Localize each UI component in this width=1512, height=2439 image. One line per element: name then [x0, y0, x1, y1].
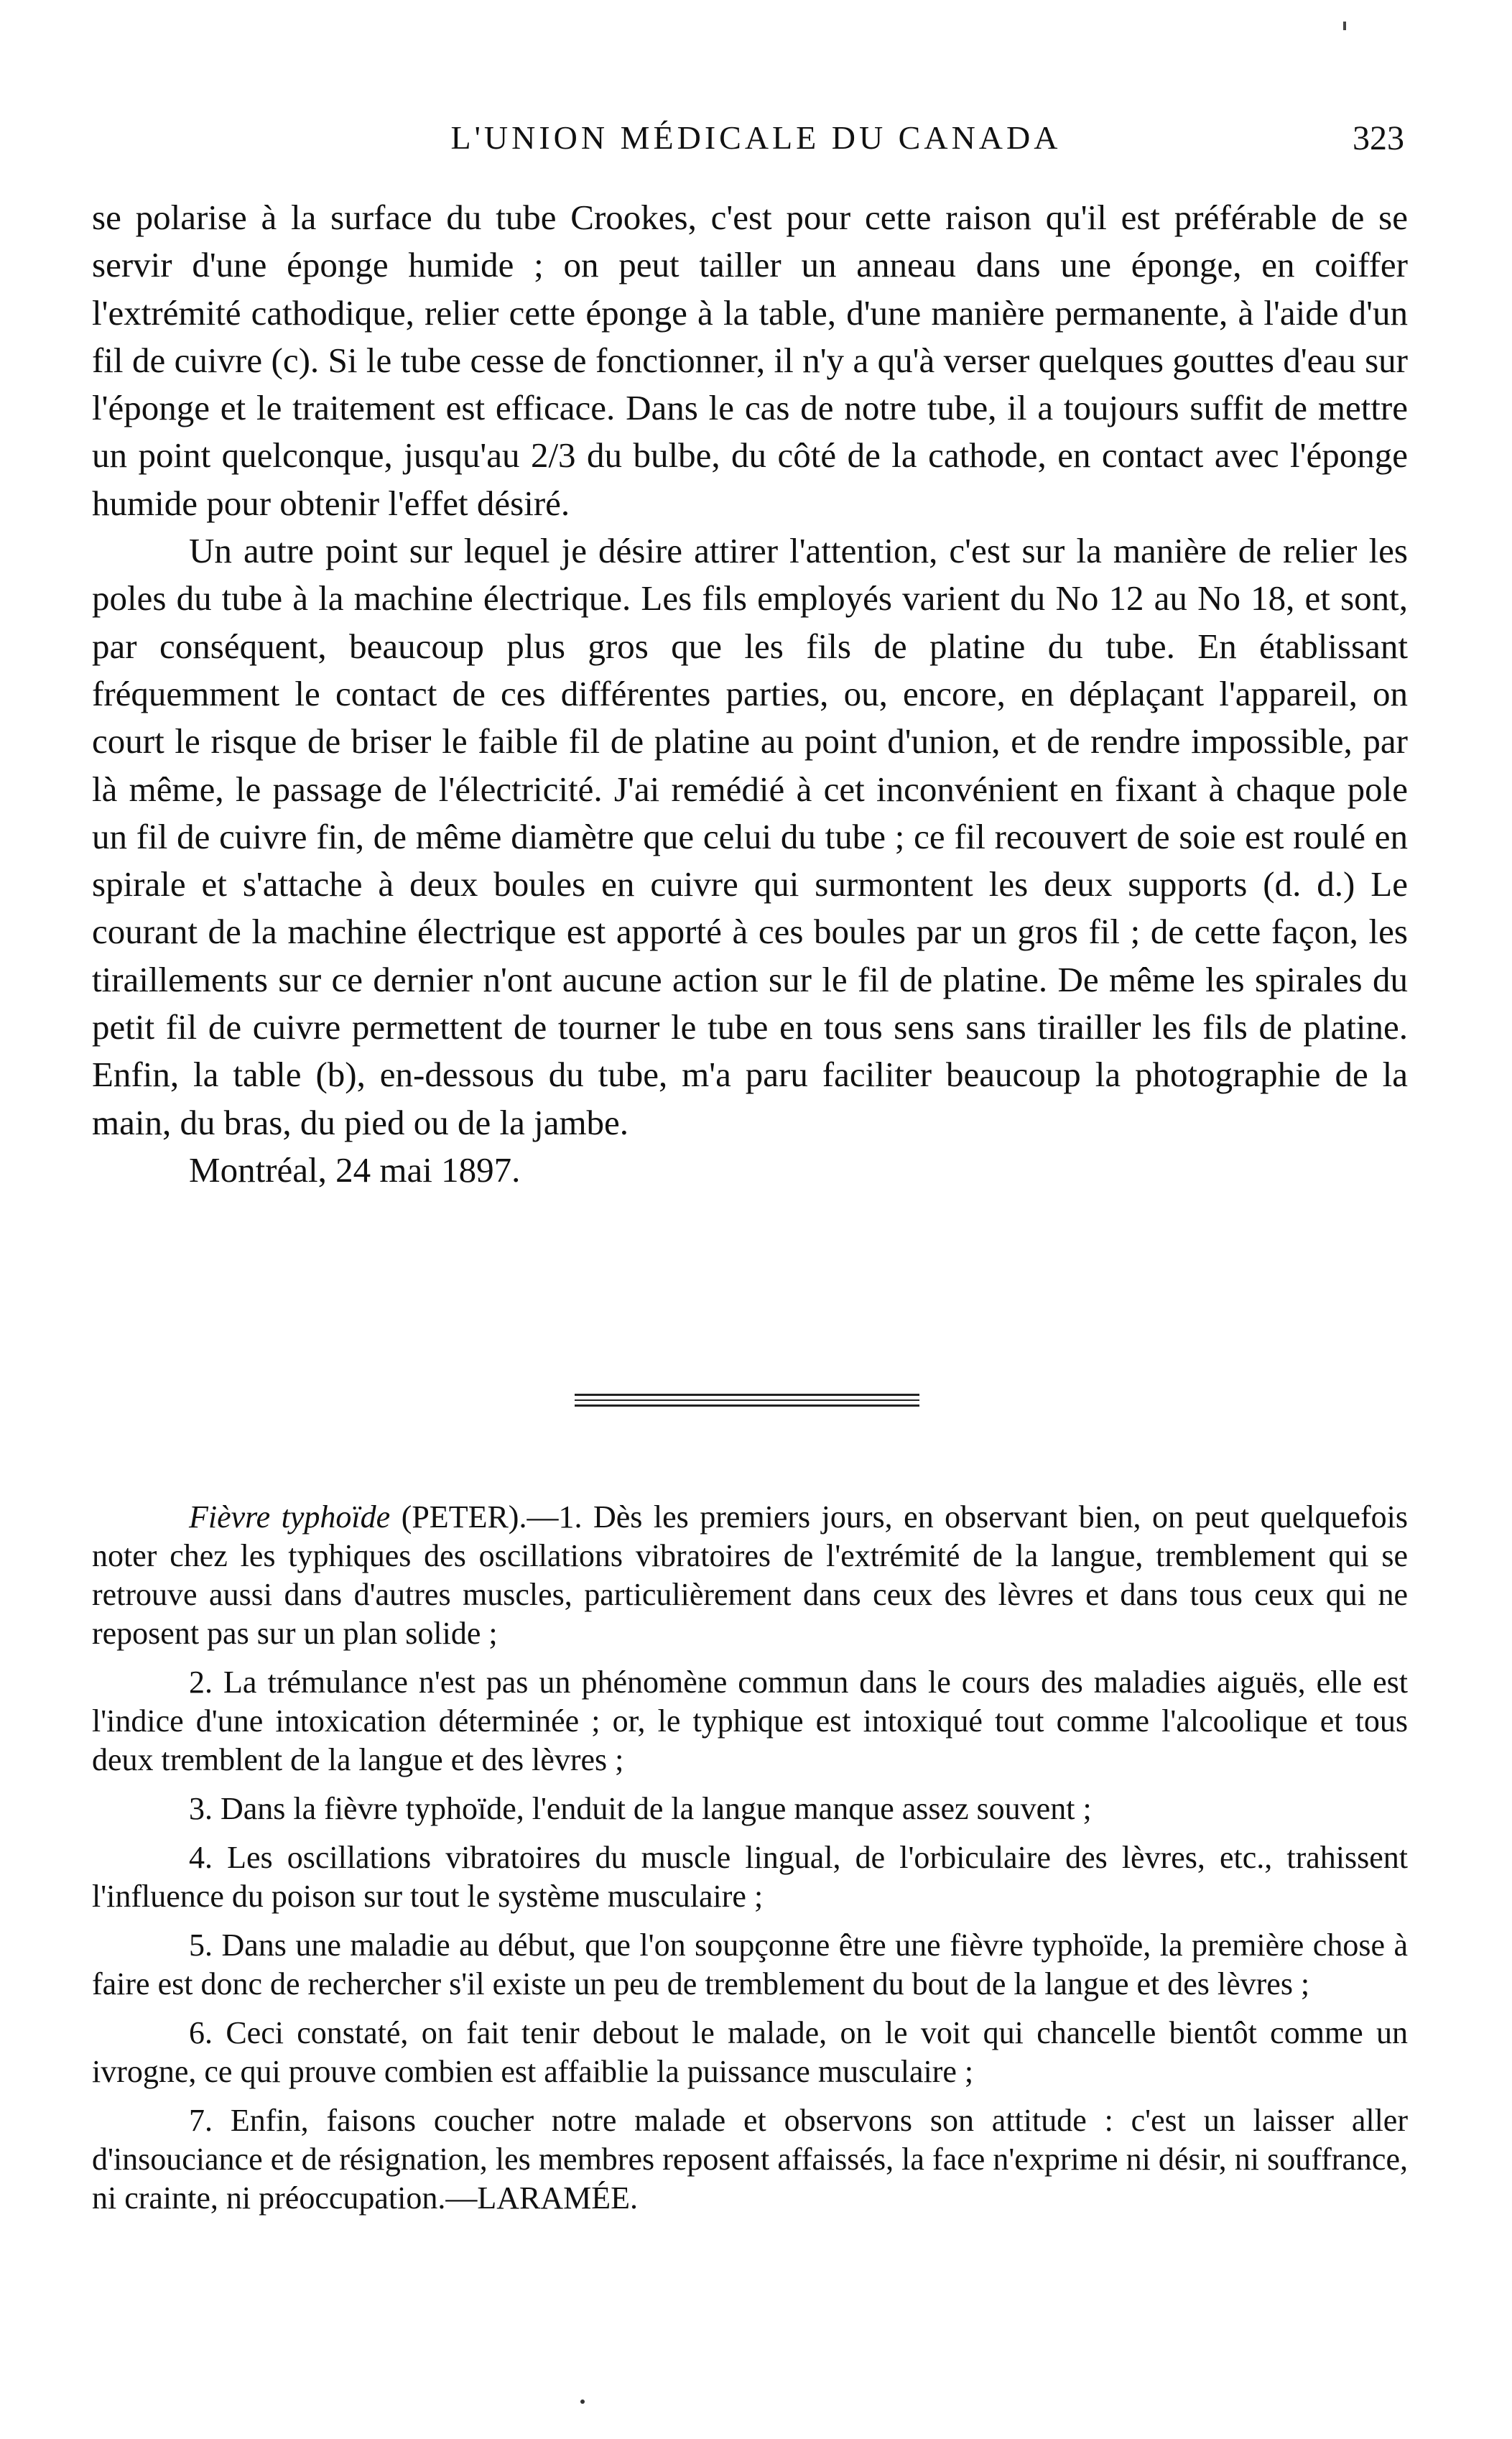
section-title: Fièvre typhoïde — [189, 1499, 391, 1535]
signoff-date: Montréal, 24 mai 1897. — [189, 1149, 521, 1190]
paragraph-1: se polarise à la surface du tube Crookes, c'est pour cette raison qu'il est préférable de se servir d'une éponge humide ; on peut tailler un anneau dans une éponge, en coiffer l'extrémité cathodique, relier cette éponge à la table, d'une manière permanente, à l'aide d'un fil de cuivre (c). Si le tube cesse de fonctionner, il n'y a qu'à verser quelques gouttes d'eau sur l'éponge et le traitement est efficace. Dans le cas de notre tube, il a toujours suffit de mettre un point quelconque, jusqu'au 2/3 du bulbe, du côté de la cathode, en contact avec l'éponge humide pour obtenir l'effet désiré. — [92, 198, 1408, 523]
fievre-item-5: 5. Dans une maladie au début, que l'on soupçonne être une fièvre typhoïde, la première chose à faire est donc de rechercher s'il existe un peu de tremblement du bout de la langue et des lèvres ; — [92, 1927, 1408, 2001]
paragraph-2: Un autre point sur lequel je désire attirer l'attention, c'est sur la manière de relier les poles du tube à la machine électrique. Les fils employés varient du No 12 au No 18, et sont, par conséquent, beaucoup plus gros que les fils de platine du tube. En établissant fréquemment le contact de ces différentes parties, ou, encore, en déplaçant l'appareil, on court le risque de briser le faible fil de platine au point d'union, et de rendre impossible, par là même, le passage de l'électricité. J'ai remédié à cet inconvénient en fixant à chaque pole un fil de cuivre fin, de même diamètre que celui du tube ; ce fil recouvert de soie est roulé en spirale et s'attache à deux boules en cuivre qui surmontent les deux supports (d. d.) Le courant de la machine électrique est apporté à ces boules par un gros fil ; de cette façon, les tiraillements sur ce dernier n'ont aucune action sur le fil de platine. De même les spirales du petit fil de cuivre permettent de tourner le tube en tous sens sans tirailler les fils de platine. Enfin, la table (b), en-dessous du tube, m'a paru faciliter beaucoup la photographie de la main, du bras, du pied ou de la jambe. — [92, 531, 1408, 1142]
section-author: (PETER). — [401, 1499, 527, 1535]
fievre-item-6: 6. Ceci constaté, on fait tenir debout le malade, on le voit qui chancelle bientôt comme un ivrogne, ce qui prouve combien est affaiblie la puissance musculaire ; — [92, 2015, 1408, 2089]
print-speck — [1343, 22, 1346, 30]
fievre-item-1 — [92, 1498, 1408, 1653]
fievre-typhoide-section — [92, 1498, 1408, 2218]
running-header — [108, 119, 1404, 162]
fievre-item-4: 4. Les oscillations vibratoires du muscle lingual, de l'orbiculaire des lèvres, etc., trahissent l'influence du poison sur tout le système musculaire ; — [92, 1840, 1408, 1914]
item-7-text: 7. Enfin, faisons coucher notre malade et observons son attitude : c'est un laisser aller d'insouciance et de résignation, les membres reposent affaissés, la face n'exprime ni désir, ni souffrance, ni crainte, ni préoccupation.— — [92, 2103, 1408, 2216]
section-divider — [575, 1394, 919, 1410]
item-7-author: LARAMÉE. — [477, 2180, 639, 2216]
fievre-item-3: 3. Dans la fièvre typhoïde, l'enduit de la langue manque assez souvent ; — [189, 1791, 1092, 1826]
fievre-item-2: 2. La trémulance n'est pas un phénomène commun dans le cours des maladies aiguës, elle est l'indice d'une intoxication déterminée ; or, le typhique est intoxiqué tout comme l'alcoolique et tous deux tremblent de la langue et des lèvres ; — [92, 1665, 1408, 1777]
item-1-text: —1. Dès les premiers jours, en observant bien, on peut quelquefois noter chez les typhiques des oscillations vibratoires de l'extrémité de la langue, tremblement qui se retrouve aussi dans d'autres muscles, particulièrement dans ceux des lèvres et dans tous ceux qui ne reposent pas sur un plan solide ; — [92, 1499, 1409, 1651]
print-dot — [580, 2399, 585, 2404]
fievre-item-7 — [92, 2101, 1408, 2218]
article-continuation — [92, 194, 1408, 1194]
journal-title: L'UNION MÉDICALE DU CANADA — [450, 119, 1062, 156]
page-number: 323 — [1353, 119, 1404, 157]
